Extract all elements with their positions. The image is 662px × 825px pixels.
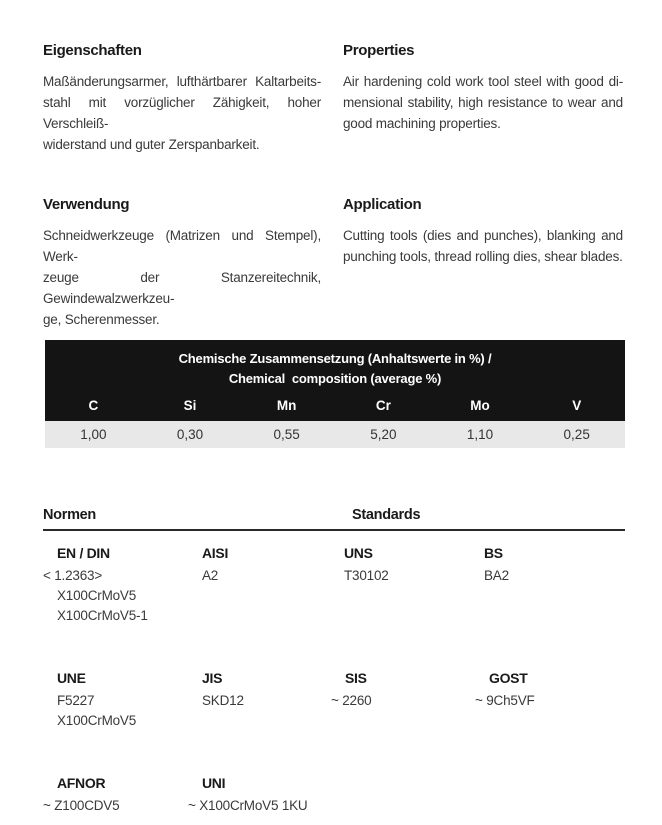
standard-value: T30102 [344, 568, 389, 583]
standard-value: BA2 [484, 568, 509, 583]
paragraph-line: Maßänderungsarmer, lufthärtbarer Kaltarbeits- [43, 74, 321, 89]
standard-name: EN / DIN [57, 545, 110, 561]
composition-table [45, 340, 625, 448]
standard-group-uns [344, 545, 389, 586]
standard-name: AISI [202, 545, 229, 561]
standard-name: BS [484, 545, 503, 561]
section-title-application: Application [343, 196, 422, 213]
standard-value: A2 [202, 568, 219, 583]
horizontal-rule [43, 529, 625, 531]
standard-value: X100CrMoV5-1 [57, 608, 148, 623]
paragraph-line: Schneidwerkzeuge (Matrizen und Stempel), Werk- [43, 228, 321, 264]
value-c: 1,00 [80, 427, 107, 442]
column-header-cr: Cr [375, 397, 391, 413]
column-header-mo: Mo [470, 397, 490, 413]
value-cr: 5,20 [370, 427, 397, 442]
standard-group-afnor [43, 775, 122, 816]
standard-value: ~ X100CrMoV5 1KU [188, 798, 308, 813]
column-header-c: C [88, 397, 99, 413]
standard-group-en-din [43, 545, 148, 626]
paragraph-line: Cutting tools (dies and punches), blanking and [343, 228, 623, 243]
column-header-mn: Mn [276, 397, 297, 413]
standard-name: UNE [57, 670, 86, 686]
section-verwendung [43, 197, 321, 330]
standard-name: UNS [344, 545, 373, 561]
section-eigenschaften [43, 43, 321, 155]
paragraph-line: Air hardening cold work tool steel with good di- [343, 74, 623, 89]
section-application [343, 197, 623, 267]
section-properties [343, 43, 623, 134]
standard-name: JIS [202, 670, 223, 686]
standard-group-sis [331, 670, 374, 711]
standards-heading-en: Standards [352, 507, 421, 523]
section-title-eigenschaften: Eigenschaften [43, 42, 142, 59]
column-header-si: Si [183, 397, 197, 413]
standard-value: SKD12 [202, 693, 244, 708]
composition-table-header [45, 340, 625, 421]
composition-value-row [45, 421, 625, 448]
section-title-properties: Properties [343, 42, 415, 59]
column-header-v: V [572, 397, 582, 413]
standard-name: GOST [489, 670, 528, 686]
standard-value: X100CrMoV5 [57, 713, 137, 728]
standard-group-bs [484, 545, 509, 586]
composition-title-en: Chemical composition (average %) [228, 371, 442, 386]
composition-column-headers [45, 389, 625, 421]
standard-name: SIS [345, 670, 367, 686]
paragraph-line: widerstand und guter Zerspanbarkeit. [43, 137, 260, 152]
paragraph-line: stahl mit vorzüglicher Zähigkeit, hoher Verschleiß- [43, 95, 321, 131]
paragraph-line: punching tools, thread rolling dies, shear blades. [343, 249, 623, 264]
composition-title-de: Chemische Zusammensetzung (Anhaltswerte in %) / [178, 351, 492, 366]
paragraph-line: ge, Scherenmesser. [43, 312, 160, 327]
standard-value: ~ 2260 [331, 693, 372, 708]
value-mn: 0,55 [273, 427, 300, 442]
standard-value: < 1.2363> [43, 568, 103, 583]
standard-group-uni [188, 775, 308, 816]
standard-group-une [57, 670, 136, 731]
value-mo: 1,10 [466, 427, 494, 442]
standard-value: ~ 9Ch5VF [475, 693, 535, 708]
paragraph-line: good machining properties. [343, 116, 501, 131]
standards-heading-de: Normen [43, 507, 96, 523]
standard-group-gost [475, 670, 537, 711]
value-v: 0,25 [563, 427, 590, 442]
section-title-verwendung: Verwendung [43, 196, 130, 213]
paragraph-line: mensional stability, high resistance to wear and [343, 95, 623, 110]
standard-group-aisi [202, 545, 228, 586]
standard-value: ~ Z100CDV5 [43, 798, 120, 813]
standard-group-jis [202, 670, 244, 711]
standard-value: F5227 [57, 693, 95, 708]
paragraph-line: zeuge der Stanzereitechnik, Gewindewalzwerkzeu- [43, 270, 321, 306]
standard-value: X100CrMoV5 [57, 588, 137, 603]
value-si: 0,30 [176, 427, 204, 442]
standard-name: UNI [202, 775, 226, 791]
standard-name: AFNOR [57, 775, 106, 791]
